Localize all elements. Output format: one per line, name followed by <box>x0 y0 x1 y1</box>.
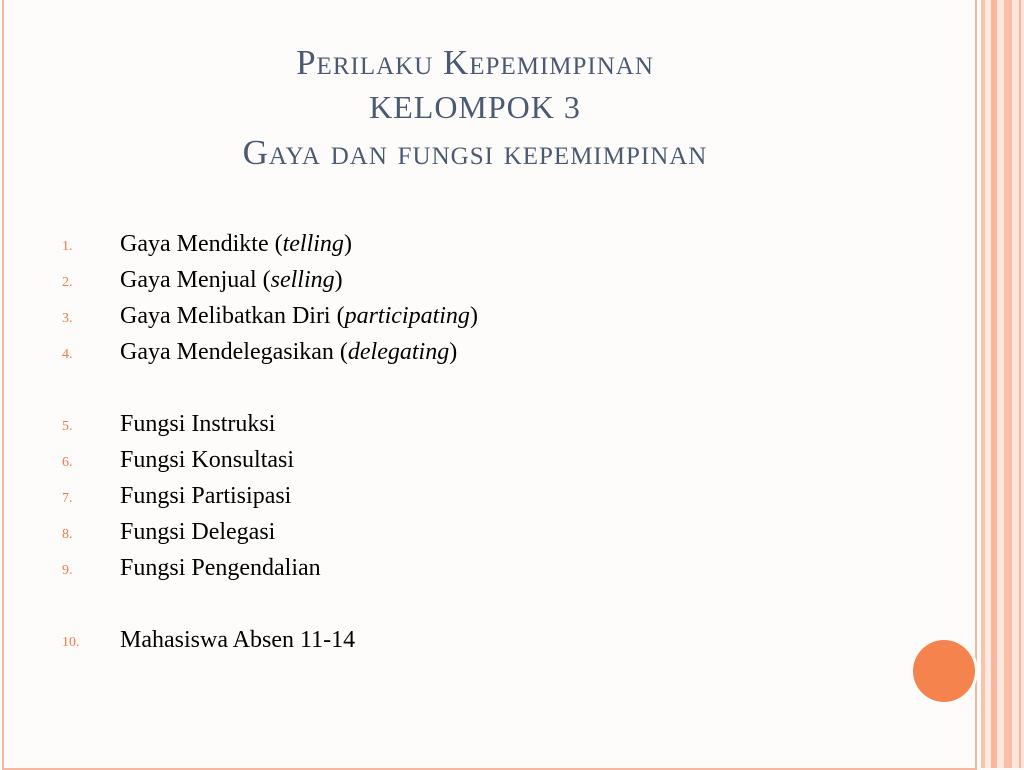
title-line-1: Perilaku Kepemimpinan <box>296 43 654 82</box>
list-item <box>0 409 960 445</box>
list-number: 7. <box>62 491 73 506</box>
list-item <box>0 337 960 373</box>
numbered-list <box>0 229 960 661</box>
list-text: Fungsi Konsultasi <box>120 447 295 473</box>
list-text: Gaya Menjual (selling) <box>120 267 343 293</box>
list-number: 6. <box>62 455 73 470</box>
list-number: 2. <box>62 275 73 290</box>
list-number: 1. <box>62 239 73 254</box>
list-number: 3. <box>62 311 73 326</box>
list-text: Fungsi Partisipasi <box>120 483 292 509</box>
list-item <box>0 301 960 337</box>
list-text: Fungsi Delegasi <box>120 519 276 545</box>
list-number: 4. <box>62 347 73 362</box>
list-text: Gaya Mendelegasikan (delegating) <box>120 339 458 365</box>
list-item <box>0 517 960 553</box>
decorative-stripe <box>1019 0 1021 768</box>
list-text: Mahasiswa Absen 11-14 <box>120 627 356 653</box>
list-number: 10. <box>62 635 80 650</box>
list-number: 5. <box>62 419 73 434</box>
list-item <box>0 625 960 661</box>
decorative-stripe <box>997 0 1004 768</box>
list-text: Gaya Melibatkan Diri (participating) <box>120 303 478 329</box>
list-text: Fungsi Pengendalian <box>120 555 321 581</box>
slide-title <box>60 40 890 175</box>
decorative-stripe <box>1012 0 1024 768</box>
list-item <box>0 265 960 301</box>
title-line-2: KELOMPOK 3 <box>369 89 581 125</box>
list-item <box>0 229 960 265</box>
list-number: 8. <box>62 527 73 542</box>
list-item <box>0 445 960 481</box>
title-line-3: Gaya dan fungsi kepemimpinan <box>242 133 708 172</box>
list-text: Gaya Mendikte (telling) <box>120 231 352 257</box>
list-item <box>0 481 960 517</box>
list-number: 9. <box>62 563 73 578</box>
list-item <box>0 553 960 589</box>
decorative-stripe <box>1004 0 1012 768</box>
list-text: Fungsi Instruksi <box>120 411 276 437</box>
